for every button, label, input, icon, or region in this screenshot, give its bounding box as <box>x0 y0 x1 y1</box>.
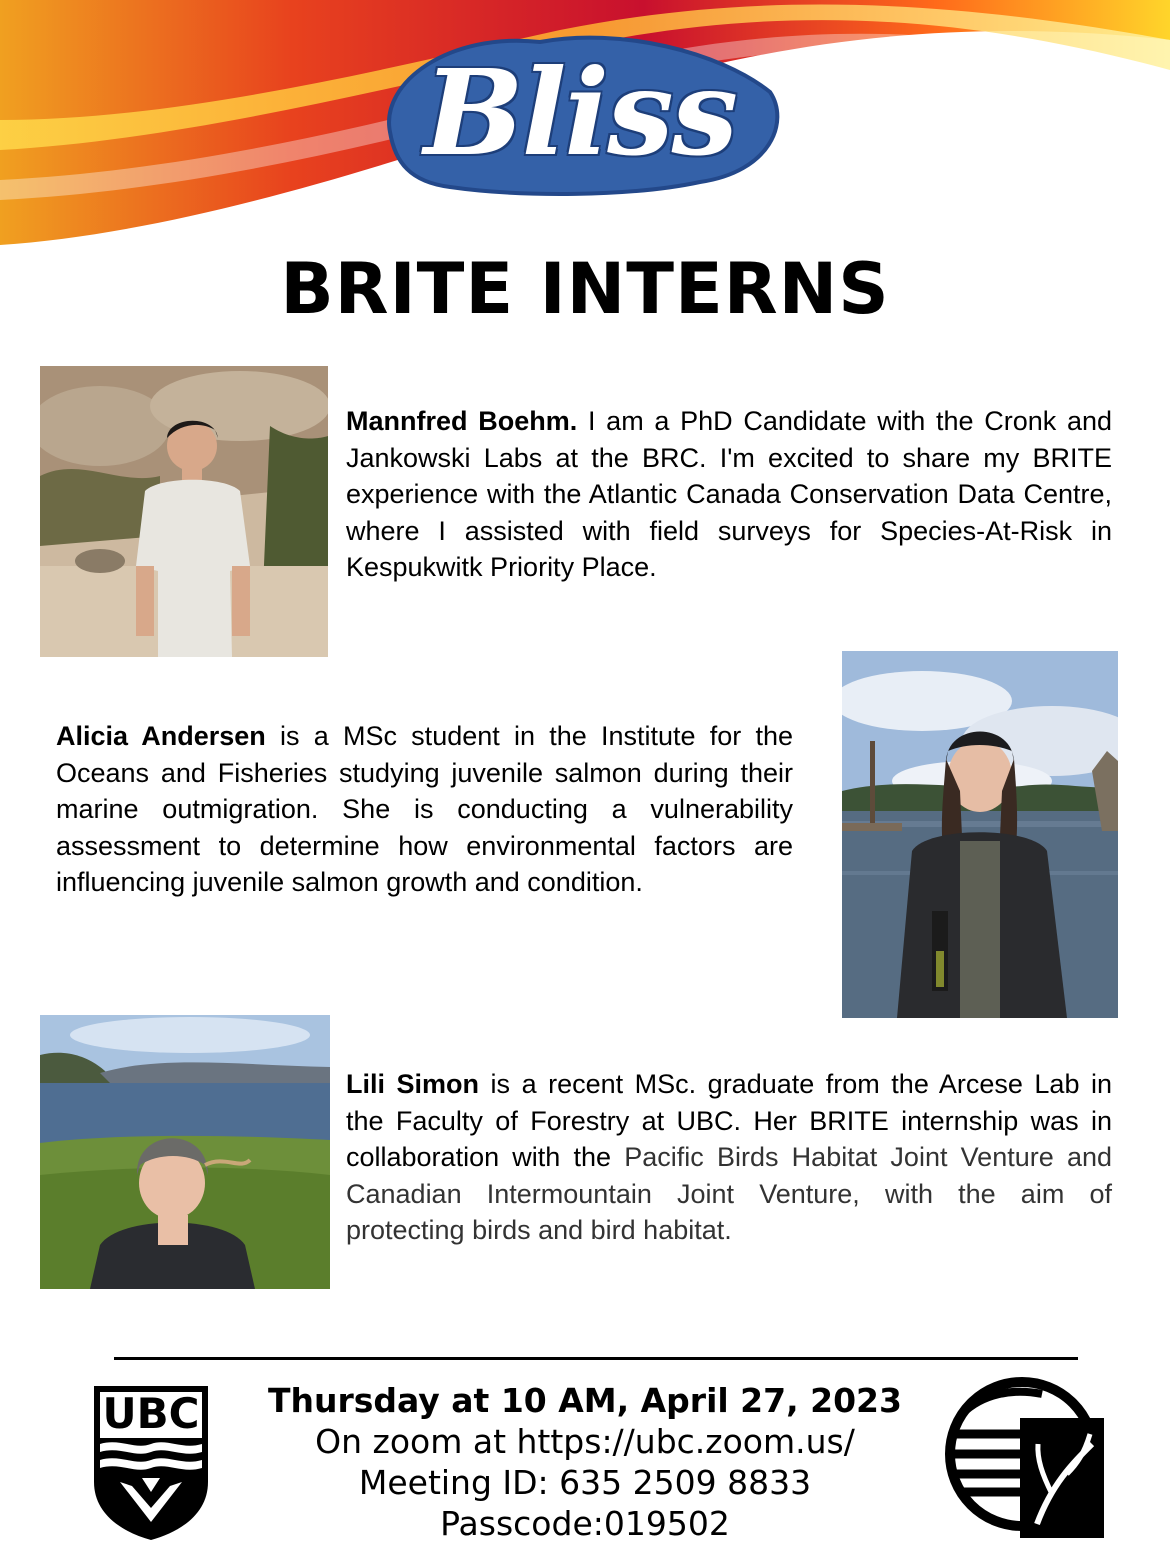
intern-name: Mannfred Boehm. <box>346 406 578 436</box>
ubc-logo <box>90 1382 212 1544</box>
intern-description: I am a PhD Candidate with the Cronk and Jankowski Labs at the BRC. I'm excited to share my BRITE experience with the Atlantic Canada Conservation Data Centre, where I assisted with field surveys for Species-At-Risk in Kespukwitk Priority Place. <box>346 406 1112 582</box>
intern-photo-alicia <box>842 651 1118 1018</box>
passcode: Passcode:019502 <box>440 1504 730 1543</box>
biodiversity-centre-logo <box>942 1374 1108 1540</box>
event-details <box>240 1380 930 1544</box>
intern-photo-lili <box>40 1015 330 1289</box>
intern-photo-mannfred <box>40 366 328 657</box>
intern-description: is a recent MSc. graduate from the Arcese Lab in the Faculty of Forestry at UBC. Her BRITE internship was in collaboration with the <box>346 1069 1112 1172</box>
meeting-id: Meeting ID: 635 2509 8833 <box>358 1463 812 1502</box>
page-title: BRITE INTERNS <box>280 248 890 330</box>
bliss-logo <box>370 22 790 202</box>
intern-bio-mannfred <box>346 403 1112 586</box>
ubc-logo-text: UBC <box>102 1389 200 1438</box>
intern-description-partner: Pacific Birds Habitat Joint Venture and Canadian Intermountain Joint Venture, with the aim of protecting birds and bird habitat. <box>346 1142 1112 1245</box>
logo-text: Bliss <box>423 42 737 182</box>
zoom-link[interactable]: On zoom at https://ubc.zoom.us/ <box>315 1422 855 1461</box>
intern-bio-alicia <box>56 718 793 901</box>
footer-divider <box>114 1357 1078 1360</box>
intern-name: Alicia Andersen <box>56 721 266 751</box>
intern-bio-lili <box>346 1066 1112 1249</box>
event-date: Thursday at 10 AM, April 27, 2023 <box>268 1381 902 1420</box>
intern-name: Lili Simon <box>346 1069 480 1099</box>
intern-description: is a MSc student in the Institute for the Oceans and Fisheries studying juvenile salmon during their marine outmigration. She is conducting a vulnerability assessment to determine how environmental factors are influencing juvenile salmon growth and condition. <box>56 721 793 897</box>
